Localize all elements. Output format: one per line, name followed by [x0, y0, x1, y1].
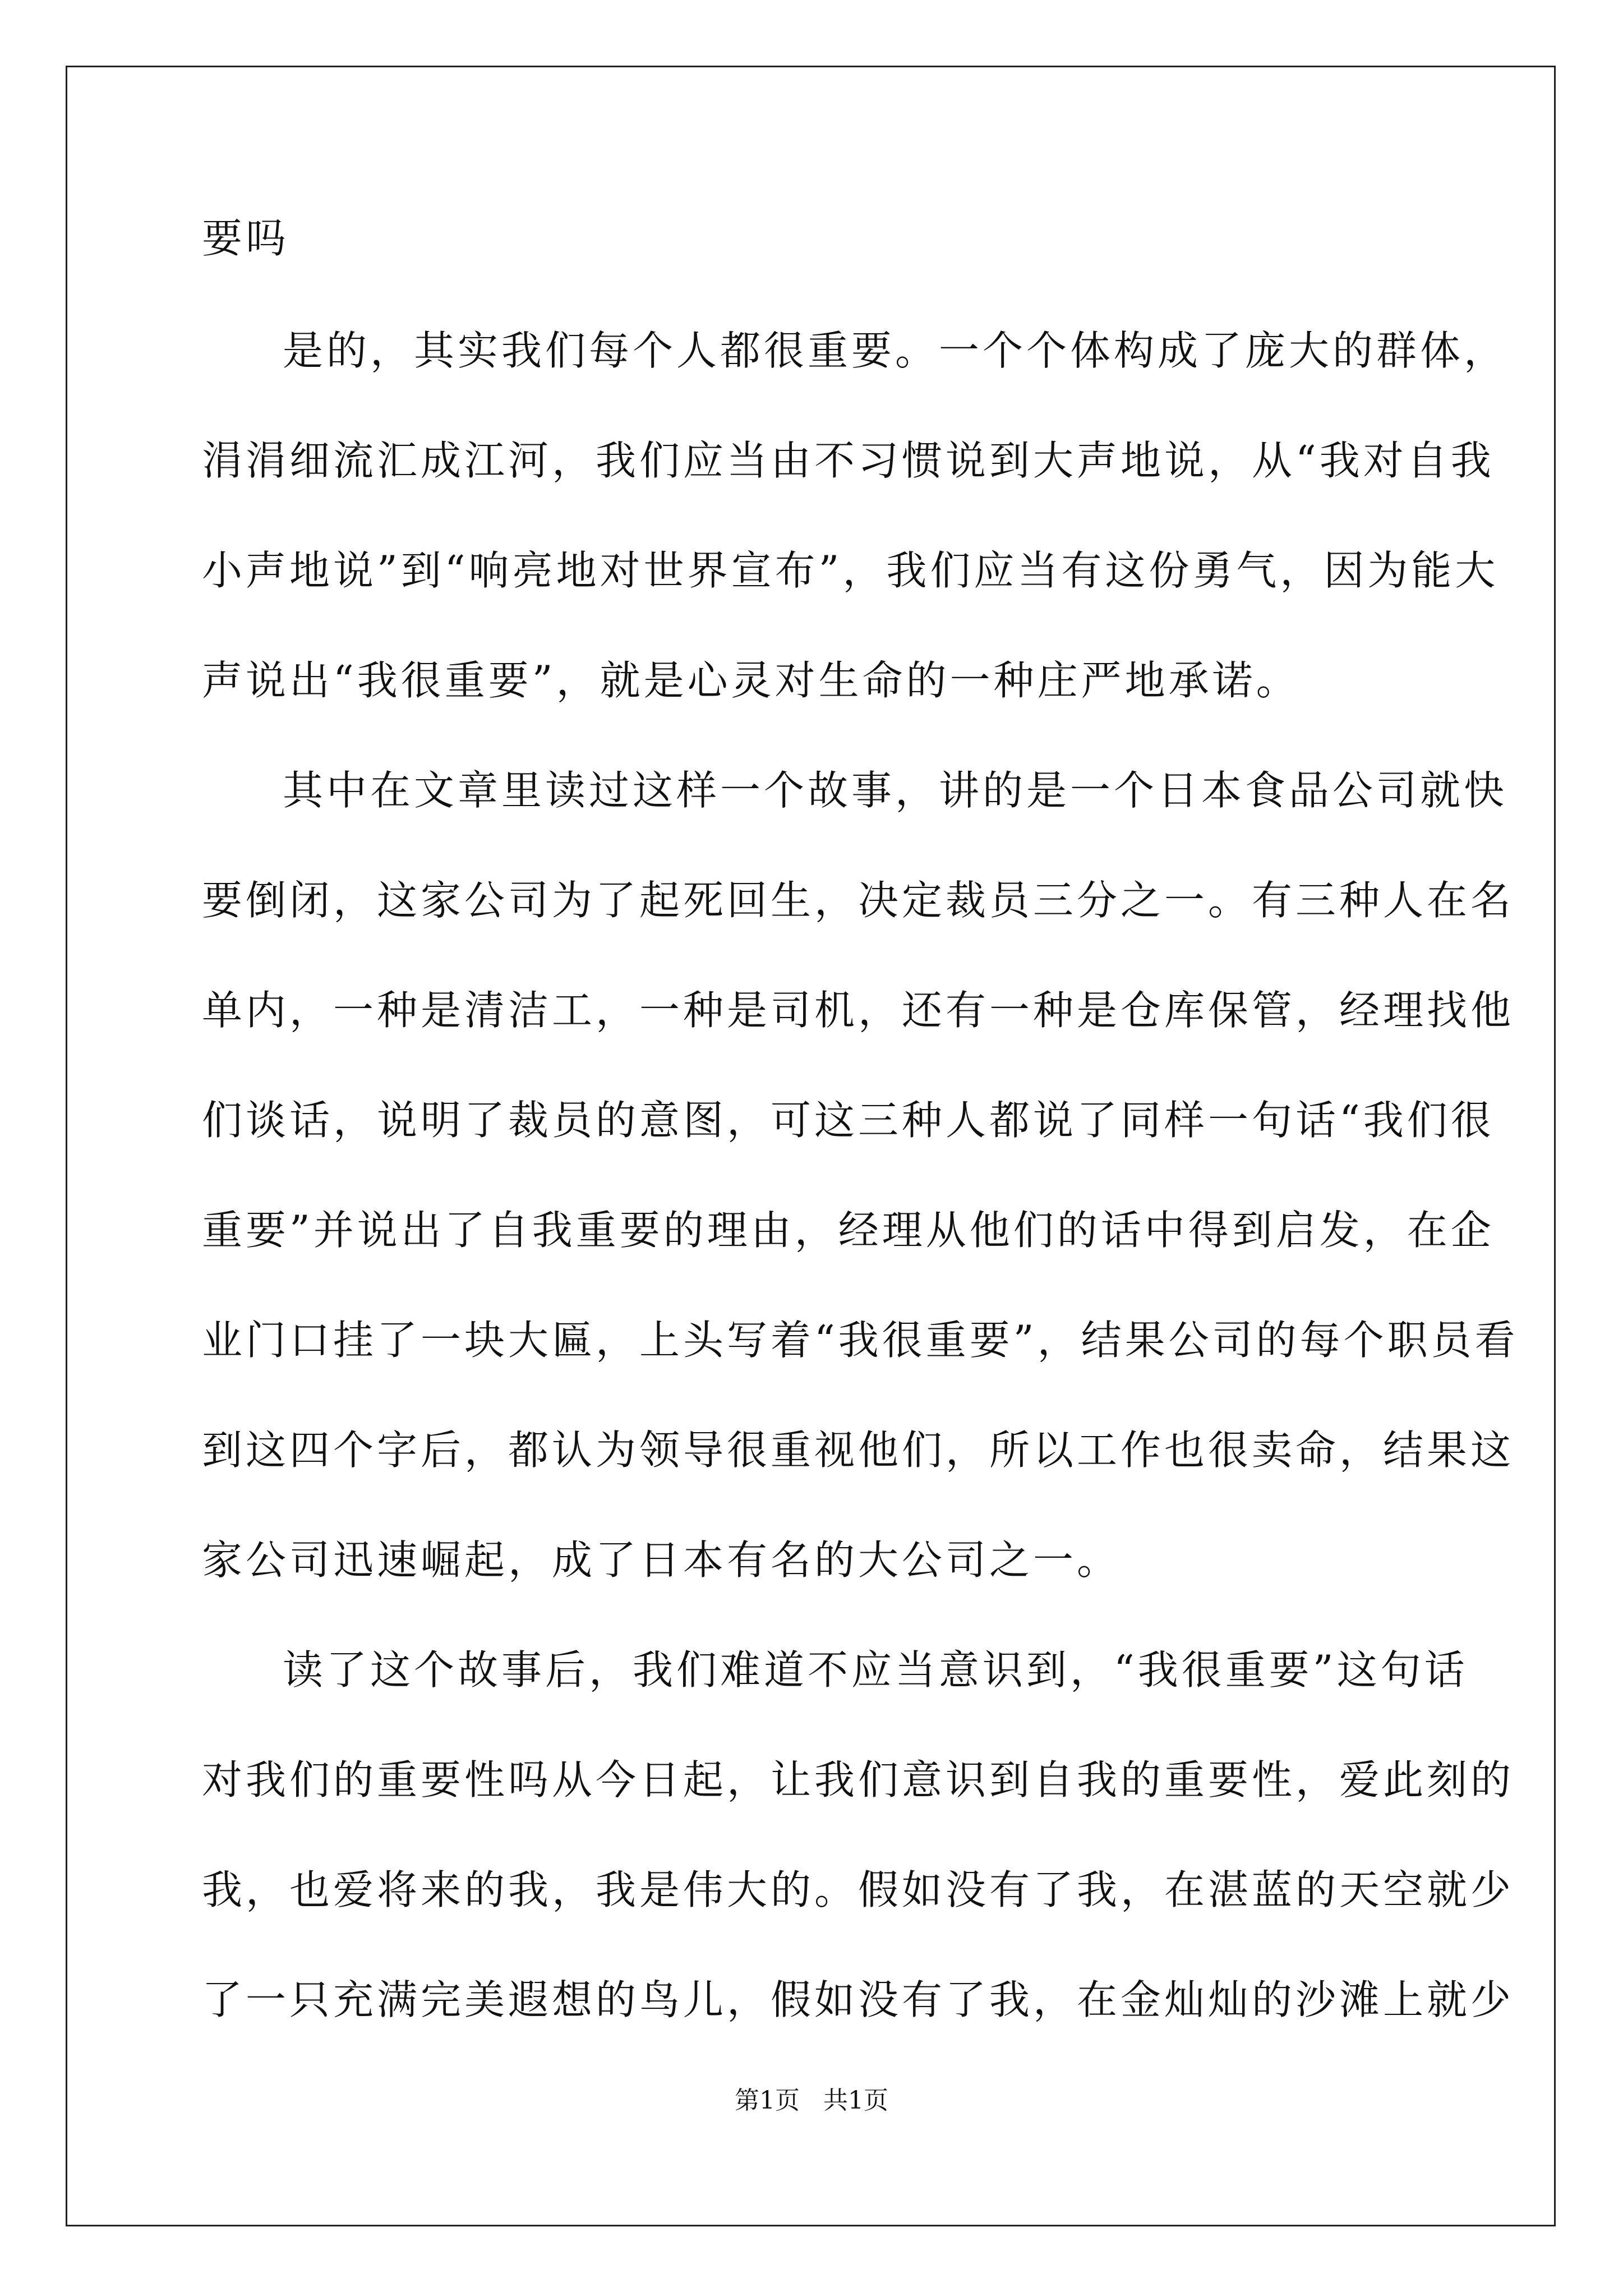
paragraph-first-line: 其中在文章里读过这样一个故事，讲的是一个日本食品公司就快 — [283, 767, 1508, 814]
text-line: 家公司迅速崛起，成了日本有名的大公司之一。 — [202, 1536, 1121, 1584]
text-line: 业门口挂了一块大匾，上头写着“我很重要”，结果公司的每个职员看 — [202, 1317, 1519, 1364]
text-line: 小声地说”到“响亮地对世界宣布”，我们应当有这份勇气，因为能大 — [202, 547, 1499, 594]
text-line: 单内，一种是清洁工，一种是司机，还有一种是仓库保管，经理找他 — [202, 987, 1515, 1034]
text-line: 要吗 — [202, 215, 290, 262]
page-number-footer: 第1页 共1页 — [735, 2086, 888, 2115]
paragraph-first-line: 是的，其实我们每个人都很重要。一个个体构成了庞大的群体， — [283, 327, 1508, 374]
text-line: 涓涓细流汇成江河，我们应当由不习惯说到大声地说，从“我对自我 — [202, 437, 1495, 484]
text-line: 了一只充满完美遐想的鸟儿，假如没有了我，在金灿灿的沙滩上就少 — [202, 1976, 1515, 2023]
text-line: 我，也爱将来的我，我是伟大的。假如没有了我，在湛蓝的天空就少 — [202, 1866, 1515, 1913]
text-line: 要倒闭，这家公司为了起死回生，决定裁员三分之一。有三种人在名 — [202, 877, 1515, 924]
text-line: 们谈话，说明了裁员的意图，可这三种人都说了同样一句话“我们很 — [202, 1097, 1495, 1144]
text-line: 重要”并说出了自我重要的理由，经理从他们的话中得到启发，在企 — [202, 1207, 1495, 1254]
paragraph-first-line: 读了这个故事后，我们难道不应当意识到，“我很重要”这句话 — [283, 1646, 1468, 1694]
text-line: 声说出“我很重要”，就是心灵对生命的一种庄严地承诺。 — [202, 657, 1300, 704]
text-line: 到这四个字后，都认为领导很重视他们，所以工作也很卖命，结果这 — [202, 1427, 1515, 1474]
text-line: 对我们的重要性吗从今日起，让我们意识到自我的重要性，爱此刻的 — [202, 1756, 1515, 1803]
